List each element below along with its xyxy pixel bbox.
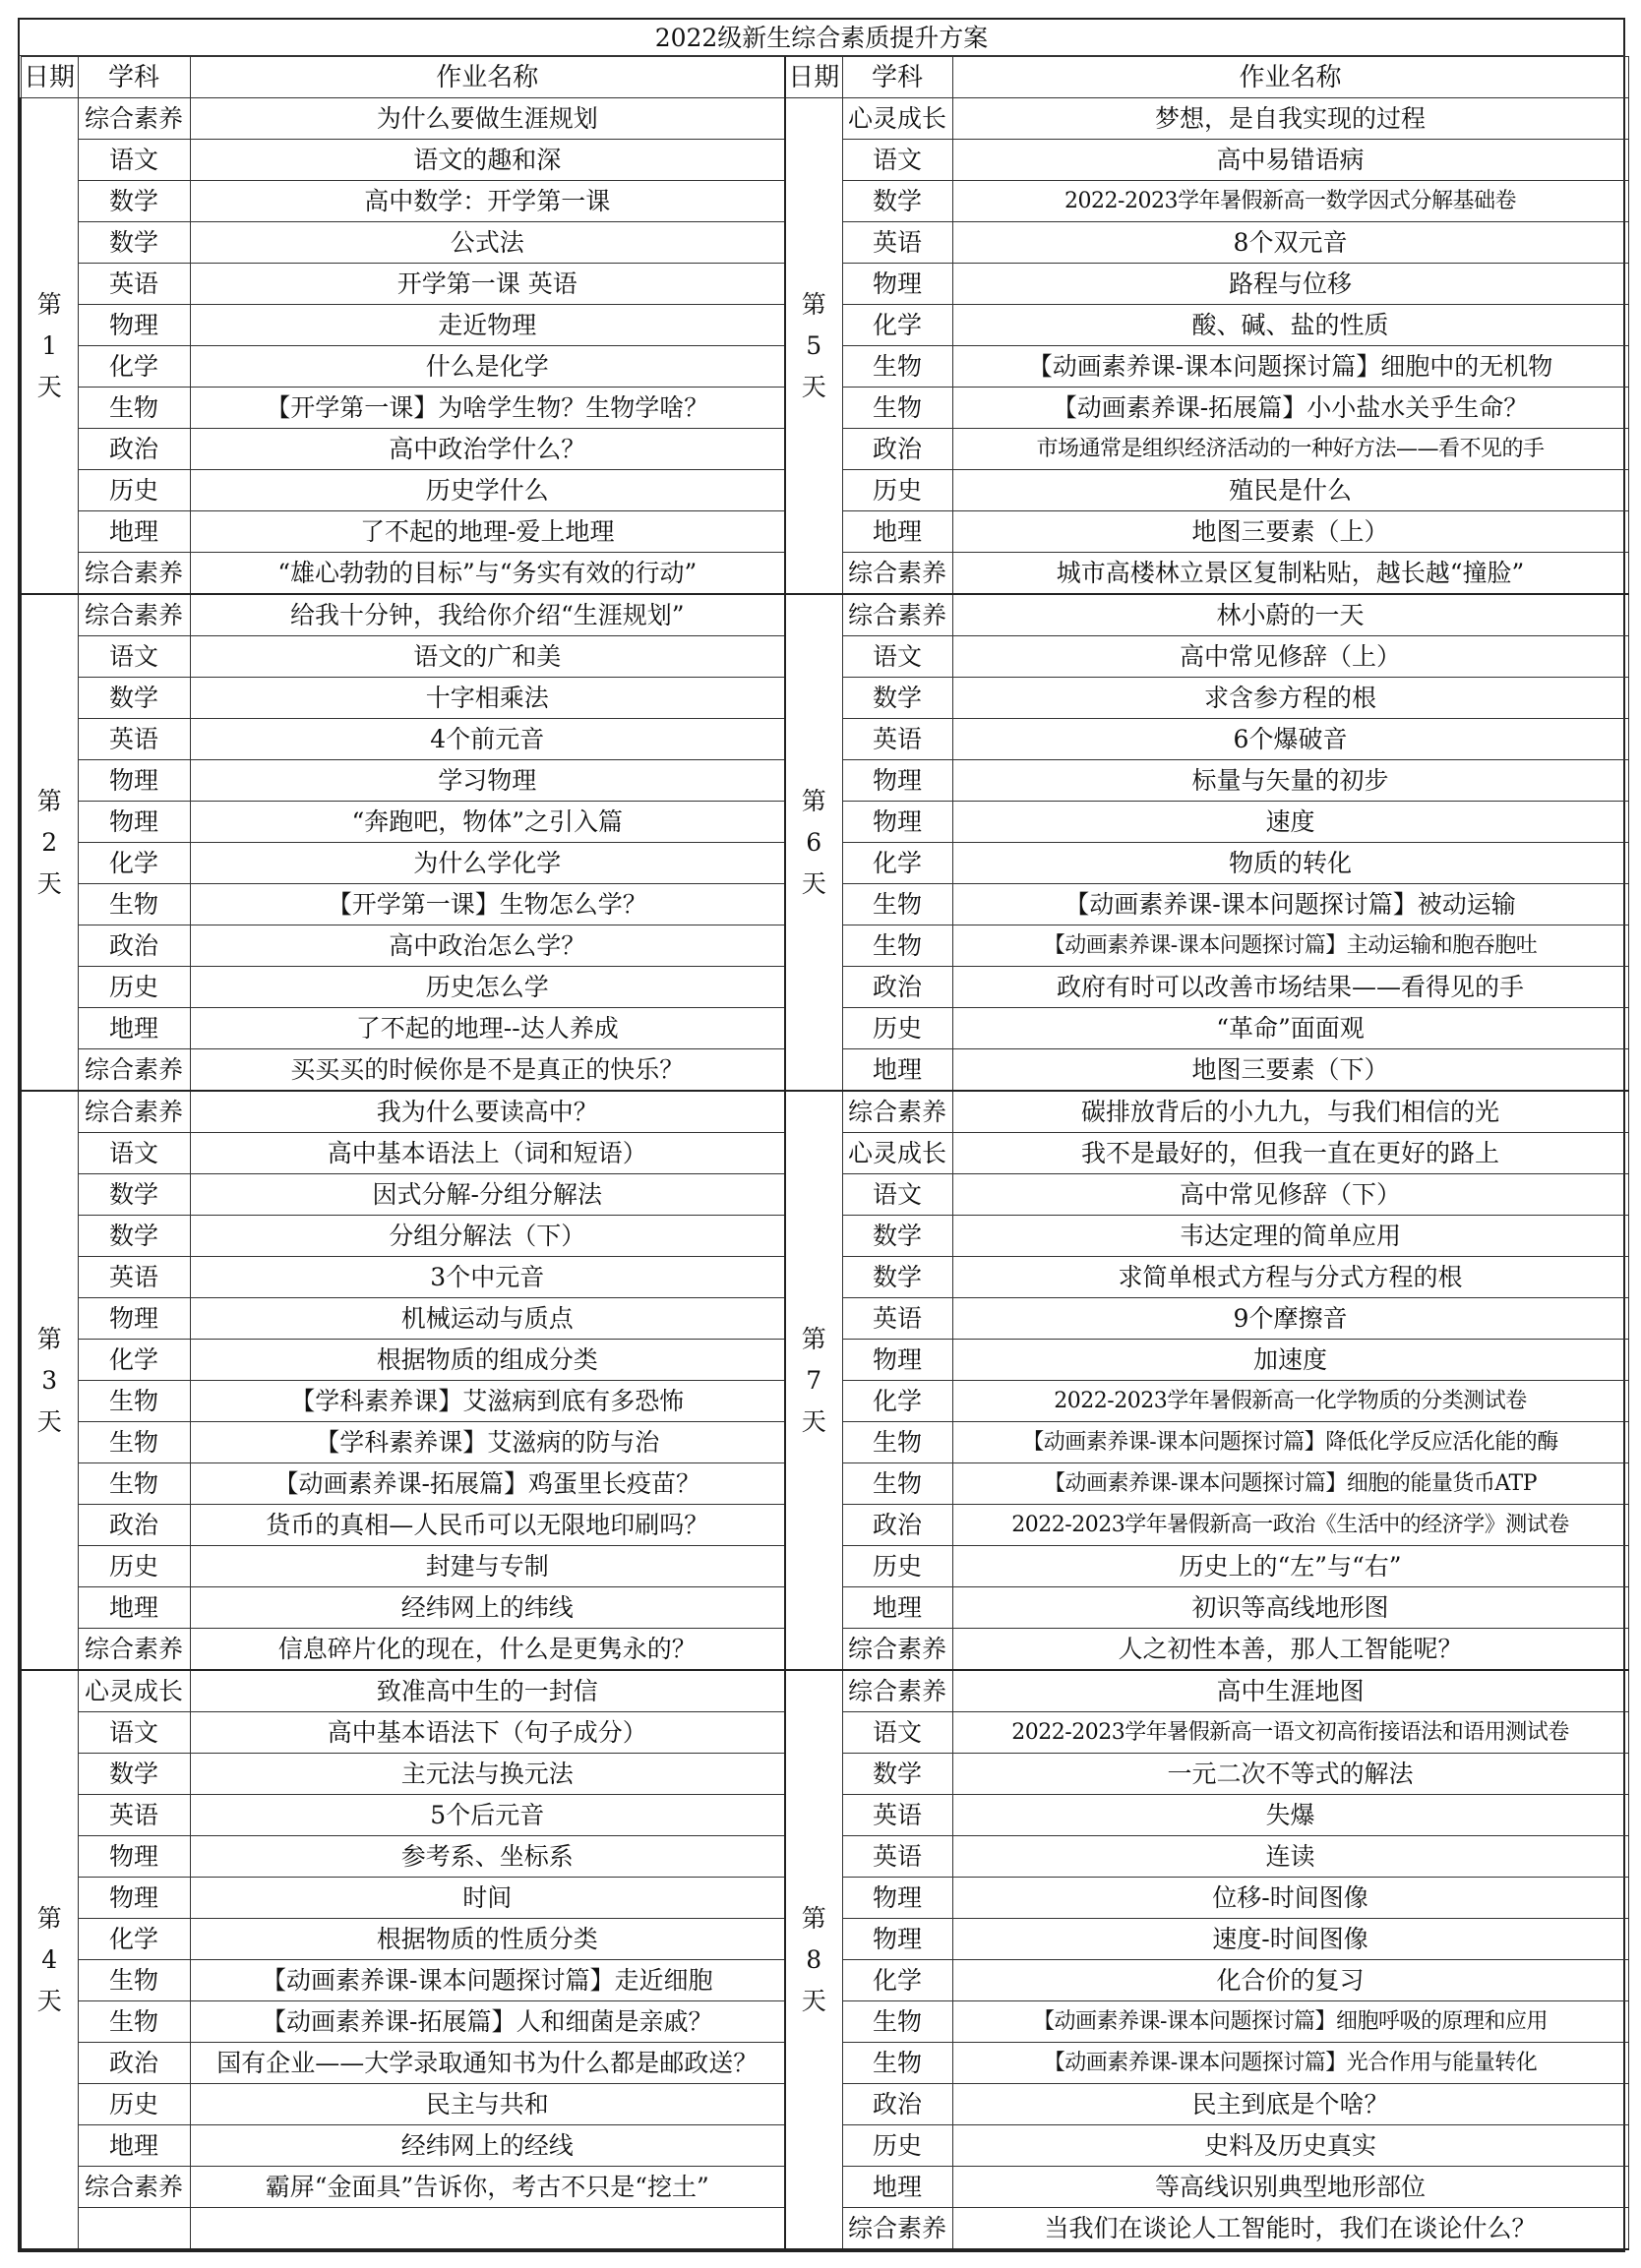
subject-cell: 生物 bbox=[78, 1422, 190, 1463]
day-label bbox=[21, 98, 78, 595]
subject-cell: 数学 bbox=[78, 1216, 190, 1257]
assignment-cell: 2022-2023学年暑假新高一化学物质的分类测试卷 bbox=[952, 1381, 1628, 1422]
subject-cell: 物理 bbox=[842, 760, 952, 802]
assignment-cell: 高中基本语法下（句子成分） bbox=[190, 1712, 785, 1754]
sheet-title: 2022级新生综合素质提升方案 bbox=[18, 18, 1625, 55]
subject-cell: 政治 bbox=[78, 429, 190, 470]
assignment-cell: 加速度 bbox=[952, 1340, 1628, 1381]
assignment-cell: 开学第一课 英语 bbox=[190, 264, 785, 305]
subject-cell: 语文 bbox=[842, 636, 952, 678]
subject-cell: 英语 bbox=[842, 222, 952, 264]
day-label-part: 天 bbox=[801, 372, 826, 401]
day-label-part: 第 bbox=[36, 1903, 62, 1933]
assignment-cell: “奔跑吧，物体”之引入篇 bbox=[190, 802, 785, 843]
subject-cell: 政治 bbox=[78, 925, 190, 967]
subject-cell: 心灵成长 bbox=[842, 1133, 952, 1174]
assignment-cell: 什么是化学 bbox=[190, 346, 785, 388]
assignment-cell: 封建与专制 bbox=[190, 1546, 785, 1587]
assignment-cell: 高中基本语法上（词和短语） bbox=[190, 1133, 785, 1174]
subject-cell: 生物 bbox=[78, 388, 190, 429]
assignment-cell: 我不是最好的，但我一直在更好的路上 bbox=[952, 1133, 1628, 1174]
day-label-part: 4 bbox=[41, 1944, 58, 1974]
subject-cell: 地理 bbox=[78, 1008, 190, 1049]
subject-cell: 综合素养 bbox=[842, 1670, 952, 1712]
assignment-cell: 致准高中生的一封信 bbox=[190, 1670, 785, 1712]
assignment-cell: 走近物理 bbox=[190, 305, 785, 346]
day-label bbox=[785, 98, 842, 595]
subject-cell: 物理 bbox=[78, 1298, 190, 1340]
subject-cell: 物理 bbox=[842, 1340, 952, 1381]
assignment-cell: 高中易错语病 bbox=[952, 140, 1628, 181]
day-label bbox=[21, 1091, 78, 1670]
assignment-cell: 连读 bbox=[952, 1836, 1628, 1878]
assignment-cell: 因式分解-分组分解法 bbox=[190, 1174, 785, 1216]
subject-cell: 化学 bbox=[842, 1960, 952, 2001]
assignment-cell: 霸屏“金面具”告诉你，考古不只是“挖土” bbox=[190, 2167, 785, 2208]
day-label-part: 6 bbox=[806, 827, 822, 857]
subject-cell: 生物 bbox=[842, 2001, 952, 2043]
subject-cell: 政治 bbox=[842, 2084, 952, 2125]
assignment-cell: 为什么要做生涯规划 bbox=[190, 98, 785, 140]
subject-cell: 生物 bbox=[78, 2001, 190, 2043]
assignment-cell: 4个前元音 bbox=[190, 719, 785, 760]
subject-cell: 化学 bbox=[842, 843, 952, 884]
header-subject: 学科 bbox=[842, 57, 952, 98]
subject-cell: 生物 bbox=[78, 1381, 190, 1422]
assignment-cell: 政府有时可以改善市场结果——看得见的手 bbox=[952, 967, 1628, 1008]
subject-cell: 历史 bbox=[78, 1546, 190, 1587]
subject-cell bbox=[78, 2208, 190, 2250]
subject-cell: 生物 bbox=[842, 2043, 952, 2084]
subject-cell: 物理 bbox=[78, 760, 190, 802]
subject-cell: 英语 bbox=[842, 1298, 952, 1340]
day-label bbox=[21, 594, 78, 1091]
assignment-cell: 失爆 bbox=[952, 1795, 1628, 1836]
subject-cell: 心灵成长 bbox=[78, 1670, 190, 1712]
schedule-table-wrapper bbox=[18, 55, 1625, 2252]
day-label bbox=[21, 1670, 78, 2249]
subject-cell: 生物 bbox=[78, 1960, 190, 2001]
assignment-cell: 根据物质的组成分类 bbox=[190, 1340, 785, 1381]
assignment-cell: 公式法 bbox=[190, 222, 785, 264]
subject-cell: 生物 bbox=[78, 884, 190, 925]
assignment-cell: 【动画素养课-课本问题探讨篇】走近细胞 bbox=[190, 1960, 785, 2001]
assignment-cell: 为什么学化学 bbox=[190, 843, 785, 884]
assignment-cell: 语文的广和美 bbox=[190, 636, 785, 678]
assignment-cell: 【动画素养课-课本问题探讨篇】主动运输和胞吞胞吐 bbox=[952, 925, 1628, 967]
assignment-cell: 经纬网上的经线 bbox=[190, 2125, 785, 2167]
subject-cell: 综合素养 bbox=[78, 594, 190, 636]
assignment-cell: 十字相乘法 bbox=[190, 678, 785, 719]
assignment-cell: 位移-时间图像 bbox=[952, 1878, 1628, 1919]
subject-cell: 物理 bbox=[78, 802, 190, 843]
assignment-cell: 殖民是什么 bbox=[952, 470, 1628, 511]
assignment-cell: 地图三要素（下） bbox=[952, 1049, 1628, 1092]
assignment-cell: 5个后元音 bbox=[190, 1795, 785, 1836]
assignment-cell: 主元法与换元法 bbox=[190, 1754, 785, 1795]
assignment-cell: 时间 bbox=[190, 1878, 785, 1919]
subject-cell: 语文 bbox=[78, 1133, 190, 1174]
assignment-cell: 给我十分钟，我给你介绍“生涯规划” bbox=[190, 594, 785, 636]
header-date: 日期 bbox=[785, 57, 842, 98]
assignment-cell: 【动画素养课-拓展篇】鸡蛋里长疫苗？ bbox=[190, 1463, 785, 1505]
day-label-part: 第 bbox=[801, 1324, 826, 1353]
header-assignment: 作业名称 bbox=[190, 57, 785, 98]
subject-cell: 语文 bbox=[842, 1712, 952, 1754]
subject-cell: 生物 bbox=[842, 1422, 952, 1463]
day-label-part: 天 bbox=[36, 868, 62, 898]
assignment-cell: 3个中元音 bbox=[190, 1257, 785, 1298]
table-row bbox=[21, 1091, 1628, 1133]
subject-cell: 物理 bbox=[78, 1878, 190, 1919]
subject-cell: 化学 bbox=[78, 1340, 190, 1381]
assignment-cell: 民主与共和 bbox=[190, 2084, 785, 2125]
assignment-cell: 6个爆破音 bbox=[952, 719, 1628, 760]
subject-cell: 英语 bbox=[842, 1795, 952, 1836]
day-label-part: 天 bbox=[801, 1406, 826, 1436]
subject-cell: 地理 bbox=[78, 2125, 190, 2167]
assignment-cell: 学习物理 bbox=[190, 760, 785, 802]
subject-cell: 英语 bbox=[78, 1257, 190, 1298]
assignment-cell: 【动画素养课-课本问题探讨篇】细胞呼吸的原理和应用 bbox=[952, 2001, 1628, 2043]
day-label-part: 第 bbox=[801, 1903, 826, 1933]
subject-cell: 数学 bbox=[842, 1257, 952, 1298]
assignment-cell: 【动画素养课-课本问题探讨篇】细胞中的无机物 bbox=[952, 346, 1628, 388]
day-label-part: 1 bbox=[41, 330, 58, 360]
assignment-cell: 历史上的“左”与“右” bbox=[952, 1546, 1628, 1587]
subject-cell: 综合素养 bbox=[842, 1629, 952, 1671]
subject-cell: 地理 bbox=[842, 511, 952, 553]
subject-cell: 语文 bbox=[842, 140, 952, 181]
assignment-cell: 人之初性本善，那人工智能呢？ bbox=[952, 1629, 1628, 1671]
assignment-cell: 梦想，是自我实现的过程 bbox=[952, 98, 1628, 140]
subject-cell: 英语 bbox=[78, 264, 190, 305]
day-label bbox=[785, 594, 842, 1091]
assignment-cell: 地图三要素（上） bbox=[952, 511, 1628, 553]
subject-cell: 政治 bbox=[842, 1505, 952, 1546]
assignment-cell: 【动画素养课-拓展篇】人和细菌是亲戚？ bbox=[190, 2001, 785, 2043]
assignment-cell: 国有企业——大学录取通知书为什么都是邮政送？ bbox=[190, 2043, 785, 2084]
day-label-part: 天 bbox=[36, 372, 62, 401]
day-label-part: 5 bbox=[806, 330, 822, 360]
assignment-cell: 经纬网上的纬线 bbox=[190, 1587, 785, 1629]
subject-cell: 化学 bbox=[842, 1381, 952, 1422]
subject-cell: 英语 bbox=[78, 719, 190, 760]
subject-cell: 物理 bbox=[842, 1919, 952, 1960]
day-label bbox=[785, 1670, 842, 2249]
assignment-cell: 林小蔚的一天 bbox=[952, 594, 1628, 636]
subject-cell: 数学 bbox=[78, 222, 190, 264]
assignment-cell: 2022-2023学年暑假新高一政治《生活中的经济学》测试卷 bbox=[952, 1505, 1628, 1546]
assignment-cell: 买买买的时候你是不是真正的快乐？ bbox=[190, 1049, 785, 1092]
assignment-cell: 史料及历史真实 bbox=[952, 2125, 1628, 2167]
subject-cell: 心灵成长 bbox=[842, 98, 952, 140]
assignment-cell: 我为什么要读高中？ bbox=[190, 1091, 785, 1133]
assignment-cell: 根据物质的性质分类 bbox=[190, 1919, 785, 1960]
assignment-cell: 路程与位移 bbox=[952, 264, 1628, 305]
subject-cell: 生物 bbox=[842, 388, 952, 429]
subject-cell: 化学 bbox=[78, 346, 190, 388]
table-row bbox=[21, 594, 1628, 636]
assignment-cell: 【动画素养课-拓展篇】小小盐水关乎生命？ bbox=[952, 388, 1628, 429]
subject-cell: 政治 bbox=[78, 2043, 190, 2084]
subject-cell: 英语 bbox=[842, 1836, 952, 1878]
subject-cell: 物理 bbox=[78, 305, 190, 346]
subject-cell: 地理 bbox=[78, 511, 190, 553]
subject-cell: 数学 bbox=[842, 678, 952, 719]
subject-cell: 综合素养 bbox=[78, 553, 190, 595]
assignment-cell: 【动画素养课-课本问题探讨篇】被动运输 bbox=[952, 884, 1628, 925]
subject-cell: 化学 bbox=[78, 1919, 190, 1960]
assignment-cell: 【开学第一课】为啥学生物？生物学啥？ bbox=[190, 388, 785, 429]
subject-cell: 政治 bbox=[842, 967, 952, 1008]
assignment-cell: 【学科素养课】艾滋病到底有多恐怖 bbox=[190, 1381, 785, 1422]
subject-cell: 综合素养 bbox=[78, 98, 190, 140]
day-label bbox=[785, 1091, 842, 1670]
assignment-cell: 高中常见修辞（下） bbox=[952, 1174, 1628, 1216]
assignment-cell: 标量与矢量的初步 bbox=[952, 760, 1628, 802]
assignment-cell: 市场通常是组织经济活动的一种好方法——看不见的手 bbox=[952, 429, 1628, 470]
subject-cell: 历史 bbox=[842, 1546, 952, 1587]
subject-cell: 生物 bbox=[842, 346, 952, 388]
subject-cell: 化学 bbox=[78, 843, 190, 884]
subject-cell: 英语 bbox=[842, 719, 952, 760]
assignment-cell: 历史学什么 bbox=[190, 470, 785, 511]
assignment-cell: 速度-时间图像 bbox=[952, 1919, 1628, 1960]
subject-cell: 历史 bbox=[842, 470, 952, 511]
subject-cell: 历史 bbox=[842, 2125, 952, 2167]
subject-cell: 综合素养 bbox=[842, 553, 952, 595]
assignment-cell: 高中常见修辞（上） bbox=[952, 636, 1628, 678]
header-subject: 学科 bbox=[78, 57, 190, 98]
subject-cell: 数学 bbox=[842, 1754, 952, 1795]
assignment-cell: 速度 bbox=[952, 802, 1628, 843]
assignment-cell: 8个双元音 bbox=[952, 222, 1628, 264]
assignment-cell: 高中数学：开学第一课 bbox=[190, 181, 785, 222]
day-label-part: 第 bbox=[801, 289, 826, 319]
assignment-cell: 机械运动与质点 bbox=[190, 1298, 785, 1340]
assignment-cell: 韦达定理的简单应用 bbox=[952, 1216, 1628, 1257]
schedule-table bbox=[20, 56, 1629, 2250]
plan-sheet bbox=[18, 18, 1625, 2252]
day-label-part: 第 bbox=[36, 1324, 62, 1353]
subject-cell: 物理 bbox=[842, 264, 952, 305]
assignment-cell: 货币的真相—人民币可以无限地印刷吗？ bbox=[190, 1505, 785, 1546]
assignment-cell: 【开学第一课】生物怎么学？ bbox=[190, 884, 785, 925]
assignment-cell: 化合价的复习 bbox=[952, 1960, 1628, 2001]
assignment-cell: 了不起的地理--达人养成 bbox=[190, 1008, 785, 1049]
subject-cell: 数学 bbox=[78, 181, 190, 222]
assignment-cell: 语文的趣和深 bbox=[190, 140, 785, 181]
assignment-cell: 参考系、坐标系 bbox=[190, 1836, 785, 1878]
subject-cell: 政治 bbox=[78, 1505, 190, 1546]
day-label-part: 8 bbox=[806, 1944, 822, 1974]
subject-cell: 生物 bbox=[842, 925, 952, 967]
day-label-part: 第 bbox=[36, 289, 62, 319]
subject-cell: 综合素养 bbox=[842, 594, 952, 636]
subject-cell: 综合素养 bbox=[842, 1091, 952, 1133]
header-row bbox=[21, 57, 1628, 98]
subject-cell: 生物 bbox=[842, 1463, 952, 1505]
subject-cell: 综合素养 bbox=[842, 2208, 952, 2250]
subject-cell: 地理 bbox=[842, 2167, 952, 2208]
assignment-cell bbox=[190, 2208, 785, 2250]
assignment-cell: 酸、碱、盐的性质 bbox=[952, 305, 1628, 346]
assignment-cell: 2022-2023学年暑假新高一数学因式分解基础卷 bbox=[952, 181, 1628, 222]
subject-cell: 综合素养 bbox=[78, 1629, 190, 1671]
table-row bbox=[21, 98, 1628, 140]
subject-cell: 数学 bbox=[842, 181, 952, 222]
assignment-cell: 9个摩擦音 bbox=[952, 1298, 1628, 1340]
assignment-cell: 求简单根式方程与分式方程的根 bbox=[952, 1257, 1628, 1298]
subject-cell: 地理 bbox=[78, 1587, 190, 1629]
assignment-cell: 物质的转化 bbox=[952, 843, 1628, 884]
subject-cell: 政治 bbox=[842, 429, 952, 470]
day-label-part: 天 bbox=[801, 1986, 826, 2015]
assignment-cell: 初识等高线地形图 bbox=[952, 1587, 1628, 1629]
subject-cell: 数学 bbox=[842, 1216, 952, 1257]
day-label-part: 天 bbox=[801, 868, 826, 898]
subject-cell: 综合素养 bbox=[78, 1049, 190, 1092]
subject-cell: 物理 bbox=[78, 1836, 190, 1878]
assignment-cell: 高中政治学什么？ bbox=[190, 429, 785, 470]
subject-cell: 综合素养 bbox=[78, 1091, 190, 1133]
assignment-cell: “革命”面面观 bbox=[952, 1008, 1628, 1049]
subject-cell: 语文 bbox=[842, 1174, 952, 1216]
subject-cell: 生物 bbox=[78, 1463, 190, 1505]
day-label-part: 第 bbox=[801, 786, 826, 815]
subject-cell: 地理 bbox=[842, 1049, 952, 1092]
subject-cell: 语文 bbox=[78, 140, 190, 181]
subject-cell: 物理 bbox=[842, 1878, 952, 1919]
subject-cell: 生物 bbox=[842, 884, 952, 925]
assignment-cell: 等高线识别典型地形部位 bbox=[952, 2167, 1628, 2208]
assignment-cell: 城市高楼林立景区复制粘贴，越长越“撞脸” bbox=[952, 553, 1628, 595]
assignment-cell: “雄心勃勃的目标”与“务实有效的行动” bbox=[190, 553, 785, 595]
subject-cell: 数学 bbox=[78, 678, 190, 719]
assignment-cell: 一元二次不等式的解法 bbox=[952, 1754, 1628, 1795]
day-label-part: 第 bbox=[36, 786, 62, 815]
assignment-cell: 民主到底是个啥？ bbox=[952, 2084, 1628, 2125]
subject-cell: 语文 bbox=[78, 1712, 190, 1754]
subject-cell: 综合素养 bbox=[78, 2167, 190, 2208]
subject-cell: 地理 bbox=[842, 1587, 952, 1629]
assignment-cell: 分组分解法（下） bbox=[190, 1216, 785, 1257]
assignment-cell: 碳排放背后的小九九，与我们相信的光 bbox=[952, 1091, 1628, 1133]
subject-cell: 数学 bbox=[78, 1754, 190, 1795]
assignment-cell: 高中政治怎么学？ bbox=[190, 925, 785, 967]
assignment-cell: 信息碎片化的现在，什么是更隽永的？ bbox=[190, 1629, 785, 1671]
subject-cell: 数学 bbox=[78, 1174, 190, 1216]
header-date: 日期 bbox=[21, 57, 78, 98]
day-label-part: 7 bbox=[806, 1365, 822, 1395]
day-label-part: 天 bbox=[36, 1986, 62, 2015]
assignment-cell: 【学科素养课】艾滋病的防与治 bbox=[190, 1422, 785, 1463]
day-label-part: 2 bbox=[41, 827, 58, 857]
assignment-cell: 【动画素养课-课本问题探讨篇】细胞的能量货币ATP bbox=[952, 1463, 1628, 1505]
day-label-part: 天 bbox=[36, 1406, 62, 1436]
assignment-cell: 高中生涯地图 bbox=[952, 1670, 1628, 1712]
assignment-cell: 求含参方程的根 bbox=[952, 678, 1628, 719]
subject-cell: 物理 bbox=[842, 802, 952, 843]
assignment-cell: 了不起的地理-爱上地理 bbox=[190, 511, 785, 553]
assignment-cell: 历史怎么学 bbox=[190, 967, 785, 1008]
subject-cell: 英语 bbox=[78, 1795, 190, 1836]
subject-cell: 历史 bbox=[78, 967, 190, 1008]
assignment-cell: 【动画素养课-课本问题探讨篇】降低化学反应活化能的酶 bbox=[952, 1422, 1628, 1463]
subject-cell: 语文 bbox=[78, 636, 190, 678]
subject-cell: 化学 bbox=[842, 305, 952, 346]
table-row bbox=[21, 1670, 1628, 1712]
assignment-cell: 2022-2023学年暑假新高一语文初高衔接语法和语用测试卷 bbox=[952, 1712, 1628, 1754]
subject-cell: 历史 bbox=[842, 1008, 952, 1049]
assignment-cell: 【动画素养课-课本问题探讨篇】光合作用与能量转化 bbox=[952, 2043, 1628, 2084]
subject-cell: 历史 bbox=[78, 2084, 190, 2125]
assignment-cell: 当我们在谈论人工智能时，我们在谈论什么？ bbox=[952, 2208, 1628, 2250]
header-assignment: 作业名称 bbox=[952, 57, 1628, 98]
day-label-part: 3 bbox=[41, 1365, 58, 1395]
subject-cell: 历史 bbox=[78, 470, 190, 511]
